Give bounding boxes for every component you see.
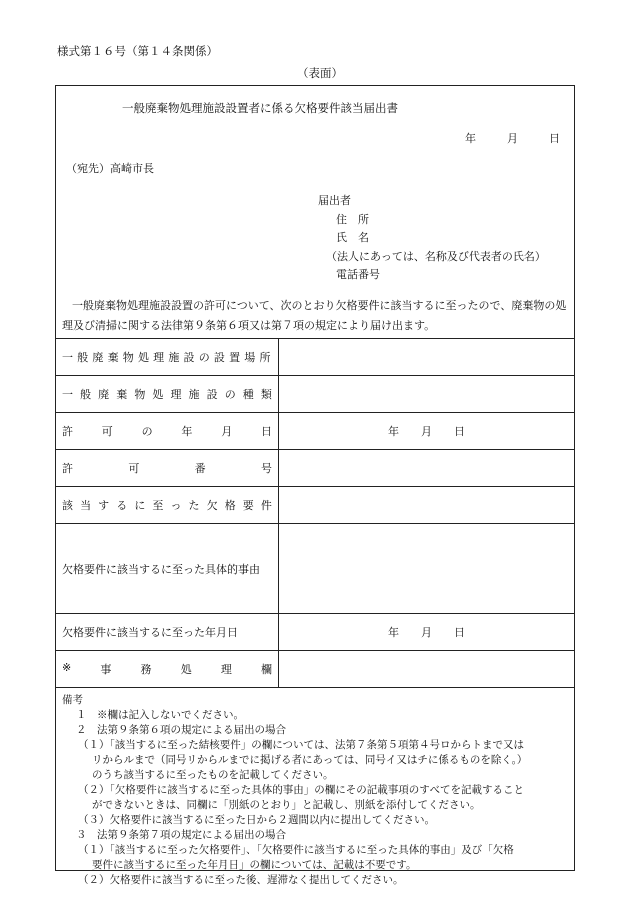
- label-char: 場: [244, 351, 257, 364]
- date-day-label: 日: [549, 132, 560, 145]
- note-line: １ ※欄は記入しないでください。: [76, 709, 244, 721]
- label-char: 至: [152, 499, 164, 512]
- notifier-block: [318, 192, 546, 285]
- notifier-heading: 届出者: [318, 194, 351, 207]
- label-char: 欄: [261, 663, 272, 676]
- field-label: [56, 614, 279, 651]
- label-char: っ: [170, 499, 182, 512]
- label-char: 般: [77, 351, 90, 364]
- form-number: 様式第１６号（第１４条関係）: [57, 44, 218, 58]
- label-char: ※: [62, 661, 72, 674]
- statement-text: 一般廃棄物処理施設設置の許可について、次のとおり欠格要件に該当するに至ったので、廃棄物の処理及び清掃に関する法律第９条第６項又は第７項の規定により届け出ます。: [62, 299, 567, 332]
- table-row: [56, 376, 575, 413]
- label-char: 物: [122, 351, 136, 364]
- label-char: 処: [180, 663, 192, 676]
- label-char: 一: [62, 351, 75, 364]
- field-label: [56, 413, 279, 450]
- label-char: 番: [194, 462, 206, 475]
- field-label: [56, 651, 279, 688]
- label-char: る: [116, 499, 128, 512]
- label-char: 当: [80, 499, 92, 512]
- fields-table: [55, 338, 575, 688]
- table-row: [56, 524, 575, 614]
- label-char: 種: [242, 388, 254, 401]
- label-char: 施: [168, 351, 181, 364]
- label-char: 処: [152, 388, 164, 401]
- label-char: 棄: [107, 351, 121, 364]
- field-value[interactable]: [279, 487, 575, 524]
- label-char: 設: [206, 388, 218, 401]
- note-line: ２ 法第９条第６項の規定による届出の場合: [76, 724, 286, 736]
- field-value[interactable]: [279, 651, 575, 688]
- addressee: （宛先）高崎市長: [66, 162, 154, 175]
- notes-heading: 備考: [62, 694, 83, 706]
- label-char: 格: [224, 499, 236, 512]
- field-label-text: [62, 460, 272, 476]
- label-char: 理: [153, 351, 166, 364]
- submission-date[interactable]: [465, 130, 560, 146]
- label-char: す: [98, 499, 110, 512]
- field-label-text: [62, 497, 272, 513]
- label-char: 所: [259, 351, 272, 364]
- note-line: のうち該当するに至ったものを記載してください。: [92, 769, 334, 781]
- field-label: [56, 339, 279, 376]
- label-char: 該: [62, 499, 73, 512]
- field-label-text: [62, 661, 272, 677]
- label-char: の: [224, 388, 236, 401]
- label-char: た: [188, 499, 200, 512]
- label-char: 設: [213, 351, 227, 364]
- label-char: の: [198, 351, 212, 364]
- table-row: [56, 450, 575, 487]
- field-label-text: 欠格要件に該当するに至った具体的事由: [62, 562, 260, 576]
- label-char: 設: [183, 351, 196, 364]
- note-line: （１）「該当するに至った欠格要件」、「欠格要件に該当するに至った具体的事由」及び「欠格: [78, 844, 514, 856]
- label-char: 月: [221, 425, 233, 438]
- label-char: 欠: [206, 499, 218, 512]
- field-label: [56, 450, 279, 487]
- page-title: 一般廃棄物処理施設設置者に係る欠格要件該当届出書: [122, 101, 398, 115]
- field-label: [56, 376, 279, 413]
- field-label-text: [62, 386, 272, 402]
- field-value[interactable]: 年 月 日: [279, 614, 575, 651]
- label-char: 施: [188, 388, 200, 401]
- label-char: 処: [137, 351, 151, 364]
- label-char: 許: [62, 425, 73, 438]
- note-line: リからルまで（同号リからルまでに掲げる者にあっては、同号イ又はチに係るものを除く。）: [92, 754, 528, 766]
- notifier-address-label[interactable]: 住 所: [336, 212, 369, 226]
- field-label: [56, 524, 279, 614]
- field-value[interactable]: [279, 376, 575, 413]
- label-char: 物: [134, 388, 146, 401]
- label-char: 一: [62, 388, 73, 401]
- label-char: 理: [170, 388, 182, 401]
- label-char: 棄: [116, 388, 128, 401]
- table-row: [56, 339, 575, 376]
- note-line: （３）欠格要件に該当するに至った日から２週間以内に提出してください。: [78, 814, 435, 826]
- label-char: に: [134, 499, 146, 512]
- note-line: ３ 法第９条第７項の規定による届出の場合: [76, 829, 286, 841]
- field-label-text: [62, 423, 272, 439]
- date-month-label: 月: [507, 132, 518, 145]
- label-char: 務: [140, 663, 152, 676]
- field-value[interactable]: [279, 524, 575, 614]
- note-line: （２）欠格要件に該当するに至った後、遅滞なく提出してください。: [78, 874, 404, 886]
- date-year-label: 年: [465, 132, 476, 145]
- field-label-text: 欠格要件に該当するに至った年月日: [62, 626, 238, 639]
- label-char: 廃: [92, 351, 105, 364]
- label-char: 可: [128, 462, 140, 475]
- label-char: 理: [220, 663, 232, 676]
- label-char: 事: [100, 663, 112, 676]
- field-label: [56, 487, 279, 524]
- label-char: 廃: [98, 388, 110, 401]
- table-row: [56, 651, 575, 688]
- table-row: [56, 487, 575, 524]
- notifier-name-label[interactable]: 氏 名: [336, 231, 369, 244]
- label-char: の: [141, 425, 153, 438]
- table-row: [56, 413, 575, 450]
- notifier-phone-label[interactable]: 電話番号: [336, 268, 380, 281]
- field-value[interactable]: [279, 450, 575, 487]
- side-label: （表面）: [297, 66, 343, 80]
- field-label-text: [62, 349, 272, 365]
- label-char: 置: [229, 351, 242, 364]
- label-char: 許: [62, 462, 73, 475]
- label-char: 年: [181, 425, 193, 438]
- label-char: 可: [101, 425, 113, 438]
- label-char: 類: [260, 388, 272, 401]
- field-value[interactable]: [279, 339, 575, 376]
- label-char: 要: [242, 499, 254, 512]
- field-value[interactable]: 年 月 日: [279, 413, 575, 450]
- table-row: [56, 614, 575, 651]
- note-line: ができないときは、同欄に「別紙のとおり」と記載し、別紙を添付してください。: [92, 799, 481, 811]
- label-char: 日: [260, 425, 272, 438]
- note-line: （２）「欠格要件に該当するに至った具体的事由」の欄にその記載事項のすべてを記載すること: [78, 784, 525, 796]
- label-char: 件: [260, 499, 272, 512]
- notifier-corp-note: （法人にあっては、名称及び代表者の氏名）: [326, 249, 546, 263]
- label-char: 号: [260, 462, 272, 475]
- note-line: （１）「該当するに至った結核要件」の欄については、法第７条第５項第４号ロからトまで又は: [78, 739, 525, 751]
- notes-section: [62, 693, 570, 888]
- note-line: 要件に該当するに至った年月日」の欄については、記載は不要です。: [92, 859, 417, 871]
- label-char: 般: [80, 388, 92, 401]
